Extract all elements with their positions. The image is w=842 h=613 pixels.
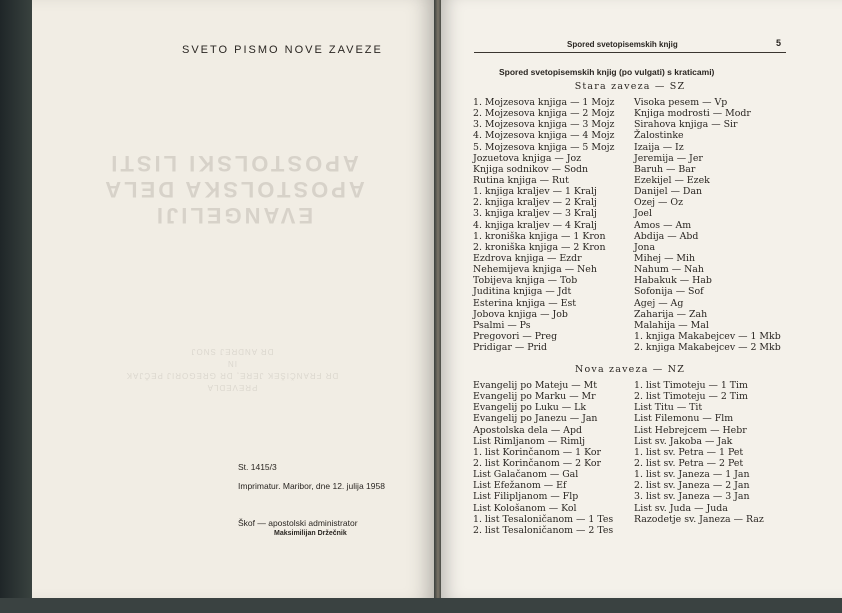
book-abbrev-row: 1. Mojzesova knjiga — 1 Mojz xyxy=(473,97,615,108)
book-abbrev-row: Knjiga modrosti — Modr xyxy=(634,108,751,120)
book-abbrev-row: Abdija — Abd xyxy=(634,230,699,242)
new-testament-title: Nova zaveza — NZ xyxy=(574,364,686,375)
book-abbrev-row: Joel xyxy=(634,208,652,220)
book-abbrev-row: Apostolska dela — Apd xyxy=(473,424,582,436)
book-abbrev-row: 1. knjiga kraljev — 1 Kralj xyxy=(473,186,597,198)
book-abbrev-row: 1. knjiga Makabejcev — 1 Mkb xyxy=(634,330,781,342)
show-through-line: APOSTOLSKA DELA xyxy=(102,177,365,202)
imprimatur-line: Imprimatur. Maribor, dne 12. julija 1958 xyxy=(238,481,385,491)
book-abbrev-row: Agej — Ag xyxy=(634,297,684,309)
book-abbrev-row: Esterina knjiga — Est xyxy=(473,297,577,309)
book-abbrev-row: List sv. Jakoba — Jak xyxy=(634,435,733,447)
book-abbrev-row: Evangelij po Marku — Mr xyxy=(473,391,596,403)
book-abbrev-row: Sirahova knjiga — Sir xyxy=(634,119,738,131)
book-abbrev-row: Amos — Am xyxy=(634,219,692,231)
book-abbrev-row: Nahum — Nah xyxy=(634,264,704,276)
book-abbrev-row: 3. knjiga kraljev — 3 Kralj xyxy=(473,208,597,220)
book-abbrev-row: Ozej — Oz xyxy=(634,197,684,209)
book-abbrev-row: Evangelij po Luku — Lk xyxy=(473,402,587,414)
book-abbrev-row: Razodetje sv. Janeza — Raz xyxy=(634,513,764,525)
book-abbrev-row: 1. list Korinčanom — 1 Kor xyxy=(473,446,601,458)
book-abbrev-row: 2. knjiga Makabejcev — 2 Mkb xyxy=(634,342,781,354)
book-abbrev-row: 3. list sv. Janeza — 3 Jan xyxy=(634,491,750,503)
book-abbrev-row: List Hebrejcem — Hebr xyxy=(634,424,747,436)
book-abbrev-row: Jozuetova knjiga — Joz xyxy=(473,152,582,164)
book-abbrev-row: Žalostinke xyxy=(634,130,684,142)
book-abbrev-row: Pregovori — Preg xyxy=(473,330,558,342)
show-through-translators xyxy=(62,345,402,393)
book-abbrev-row: 2. list Korinčanom — 2 Kor xyxy=(473,457,601,469)
page-number: 5 xyxy=(776,38,782,48)
book-abbrev-row: 2. knjiga kraljev — 2 Kralj xyxy=(473,197,597,209)
book-abbrev-row: List Kološanom — Kol xyxy=(473,502,577,514)
book-abbrev-row: Ezekijel — Ezek xyxy=(634,174,710,186)
show-through-line: IN xyxy=(227,359,237,368)
book-abbrev-row: 3. Mojzesova knjiga — 3 Mojz xyxy=(473,119,615,131)
book-abbrev-row: 2. Mojzesova knjiga — 2 Mojz xyxy=(473,108,615,120)
book-abbrev-row: Mihej — Mih xyxy=(634,252,696,264)
imprimatur-number: St. 1415/3 xyxy=(238,462,277,472)
book-abbrev-row: Nehemijeva knjiga — Neh xyxy=(473,264,597,276)
book-abbrev-row: Jona xyxy=(634,241,656,253)
book-abbrev-row: List Galačanom — Gal xyxy=(473,469,579,481)
book-abbrev-row: Evangelij po Janezu — Jan xyxy=(473,413,598,425)
book-abbrev-row: 1. kroniška knjiga — 1 Kron xyxy=(473,230,606,242)
book-abbrev-row: Juditina knjiga — Jdt xyxy=(473,286,572,298)
book-abbrev-row: 1. list sv. Petra — 1 Pet xyxy=(634,446,744,458)
left-page-header: SVETO PISMO NOVE ZAVEZE xyxy=(182,44,383,56)
old-testament-right-column xyxy=(634,97,781,353)
book-abbrev-row: Pridigar — Prid xyxy=(473,342,547,354)
book-abbrev-row: Tobijeva knjiga — Tob xyxy=(473,275,578,287)
show-through-line: DR FRANČIŠEK JERE, DR GREGORIJ PEČJAK xyxy=(125,371,339,380)
book-abbrev-row: Baruh — Bar xyxy=(634,163,696,175)
book-abbrev-row: List sv. Juda — Juda xyxy=(634,502,728,514)
book-abbrev-row: 2. list sv. Janeza — 2 Jan xyxy=(634,480,750,492)
book-abbrev-row: Knjiga sodnikov — Sodn xyxy=(473,163,589,175)
book-abbrev-row: List Efežanom — Ef xyxy=(473,480,567,492)
book-abbrev-row: 4. knjiga kraljev — 4 Kralj xyxy=(473,219,597,231)
book-abbrev-row: List Rimljanom — Rimlj xyxy=(473,435,585,447)
book-abbrev-row: Zaharija — Zah xyxy=(634,308,708,320)
book-abbrev-row: 2. list Tesaloničanom — 2 Tes xyxy=(473,524,614,536)
book-abbrev-row: List Filipljanom — Flp xyxy=(473,491,579,503)
book-abbrev-row: List Filemonu — Flm xyxy=(634,413,734,425)
book-abbrev-row: Psalmi — Ps xyxy=(473,319,531,331)
imprimatur-signer-title: Škof — apostolski administrator xyxy=(238,518,358,528)
book-abbrev-row: List Titu — Tit xyxy=(634,402,703,414)
show-through-line: EVANGELIJI xyxy=(153,203,314,228)
book-abbrev-row: Ezdrova knjiga — Ezdr xyxy=(473,252,582,264)
imprimatur-signer-name: Maksimilijan Držečnik xyxy=(274,530,347,537)
header-rule xyxy=(474,52,786,53)
book-cover-edge xyxy=(0,0,32,613)
book-abbrev-row: 2. list sv. Petra — 2 Pet xyxy=(634,457,744,469)
book-abbrev-row: 1. list sv. Janeza — 1 Jan xyxy=(634,469,750,481)
book-abbrev-row: Habakuk — Hab xyxy=(634,275,712,287)
show-through-line: PREVEDLA xyxy=(206,383,258,392)
old-testament-title: Stara zaveza — SZ xyxy=(574,81,686,92)
book-abbrev-row: Jobova knjiga — Job xyxy=(473,308,568,320)
book-abbrev-row: 5. Mojzesova knjiga — 5 Mojz xyxy=(473,141,615,153)
old-testament-left-column xyxy=(473,97,614,353)
book-abbrev-row: 4. Mojzesova knjiga — 4 Mojz xyxy=(473,130,615,142)
book-abbrev-row: Sofonija — Sof xyxy=(634,286,704,298)
book-abbrev-row: Izaija — Iz xyxy=(634,141,684,153)
show-through-line: DR ANDREJ SNOJ xyxy=(190,347,274,356)
running-head: Spored svetopisemskih knjig xyxy=(567,40,678,49)
book-abbrev-row: Evangelij po Mateju — Mt xyxy=(473,380,597,391)
book-abbrev-row: Danijel — Dan xyxy=(634,186,703,198)
show-through-line: APOSTOLSKI LISTI xyxy=(108,151,359,176)
new-testament-left-column xyxy=(473,380,613,536)
book-bottom-edge xyxy=(0,598,842,613)
book-abbrev-row: 2. kroniška knjiga — 2 Kron xyxy=(473,241,606,253)
book-abbrev-row: Malahija — Mal xyxy=(634,319,709,331)
book-abbrev-row: 1. list Tesaloničanom — 1 Tes xyxy=(473,513,614,525)
show-through-title xyxy=(32,150,435,228)
left-page xyxy=(32,0,435,600)
book-abbrev-row: 2. list Timoteju — 2 Tim xyxy=(634,391,748,403)
book-abbrev-row: 1. list Timoteju — 1 Tim xyxy=(634,380,748,391)
new-testament-right-column xyxy=(634,380,764,525)
table-title: Spored svetopisemskih knjig (po vulgati) s kraticami) xyxy=(499,67,715,77)
book-abbrev-row: Jeremija — Jer xyxy=(634,152,703,164)
book-abbrev-row: Visoka pesem — Vp xyxy=(634,97,728,108)
book-abbrev-row: Rutina knjiga — Rut xyxy=(473,174,569,186)
